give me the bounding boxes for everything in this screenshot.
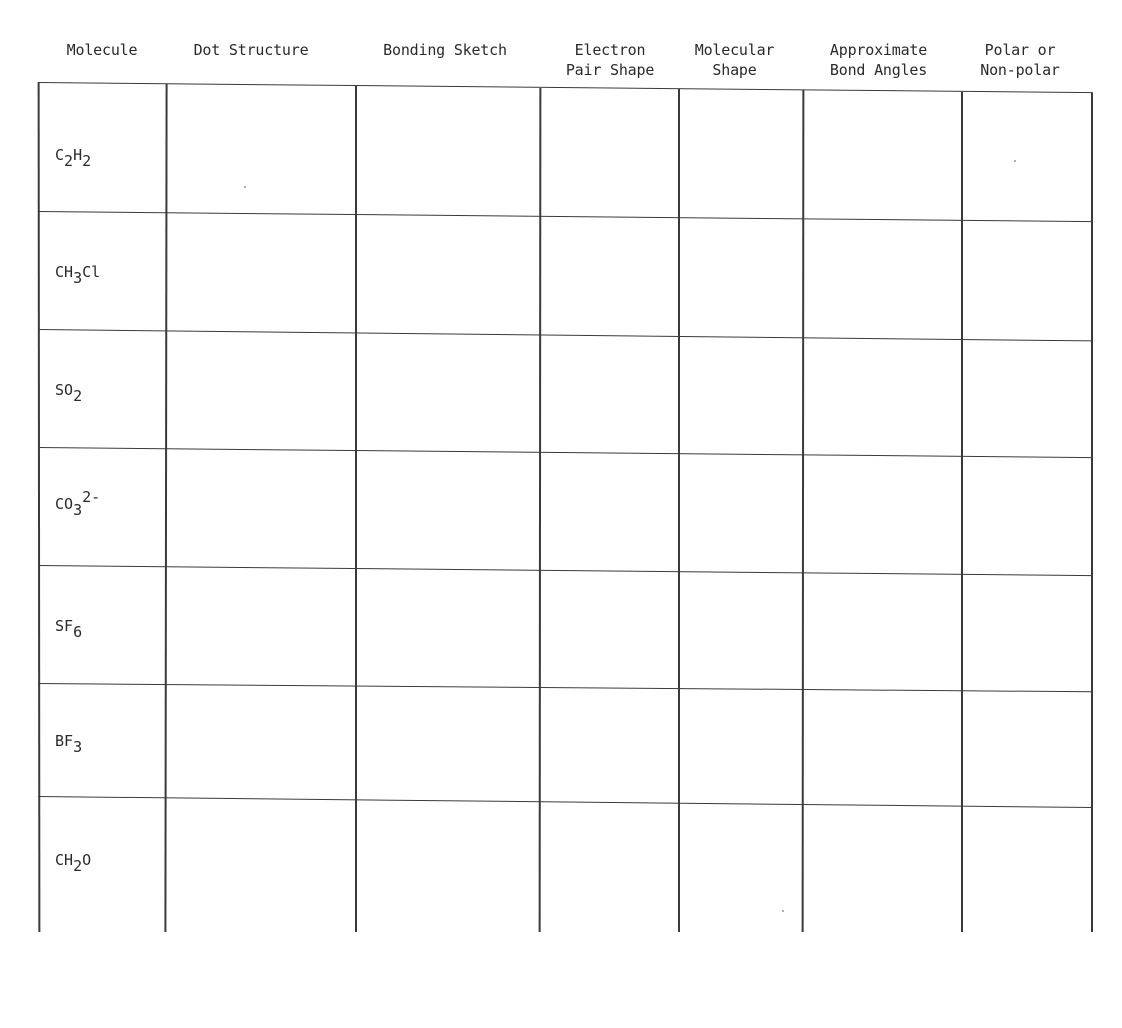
column-divider [38, 82, 40, 932]
formula-subscript: 2 [73, 387, 83, 405]
column-header-molecular-shape: Molecular Shape [694, 41, 775, 79]
column-divider [355, 86, 357, 932]
column-header-dot-structure: Dot Structure [193, 41, 309, 59]
column-divider [961, 92, 963, 932]
row-divider [38, 683, 1093, 693]
column-divider [802, 90, 804, 932]
column-divider [539, 88, 541, 932]
row-divider [38, 211, 1093, 223]
formula-superscript: 2- [82, 488, 101, 506]
formula-symbol: SF [55, 617, 74, 635]
formula-subscript: 6 [73, 623, 83, 641]
molecule-label [55, 262, 101, 287]
row-divider [38, 329, 1093, 342]
molecule-label [55, 488, 101, 519]
column-header-approximate-bond-angles: Approximate Bond Angles [829, 41, 928, 79]
formula-symbol: C [55, 146, 65, 164]
formula-symbol: Cl [82, 263, 101, 281]
scan-speck [782, 910, 784, 912]
column-header-molecule: Molecule [66, 41, 138, 59]
formula-symbol: CH [55, 851, 74, 869]
column-divider [164, 84, 167, 932]
formula-subscript: 3 [73, 269, 83, 287]
formula-subscript: 3 [73, 738, 83, 756]
formula-symbol: H [73, 146, 83, 164]
formula-symbol: CH [55, 263, 74, 281]
molecule-label [55, 380, 83, 405]
scan-speck [1014, 160, 1016, 162]
scan-speck [244, 186, 246, 188]
formula-symbol: CO [55, 495, 74, 513]
column-divider [1091, 93, 1093, 932]
molecule-label [55, 616, 83, 641]
formula-symbol: O [82, 851, 92, 869]
column-header-electron-pair-shape: Electron Pair Shape [565, 41, 655, 79]
column-header-bonding-sketch: Bonding Sketch [383, 41, 507, 59]
molecule-label [55, 145, 92, 170]
formula-subscript: 2 [64, 152, 74, 170]
column-header-polar-or-nonpolar: Polar or Non-polar [980, 41, 1060, 79]
molecule-label [55, 850, 92, 875]
formula-subscript: 2 [73, 857, 83, 875]
row-divider [38, 565, 1093, 577]
row-divider [38, 447, 1093, 459]
header-bottom-rule [38, 82, 1093, 94]
formula-symbol: BF [55, 732, 74, 750]
formula-symbol: SO [55, 381, 74, 399]
molecule-label [55, 731, 83, 756]
formula-subscript: 3 [73, 501, 83, 519]
column-divider [678, 89, 680, 932]
formula-subscript: 2 [82, 152, 92, 170]
row-divider [38, 796, 1093, 808]
